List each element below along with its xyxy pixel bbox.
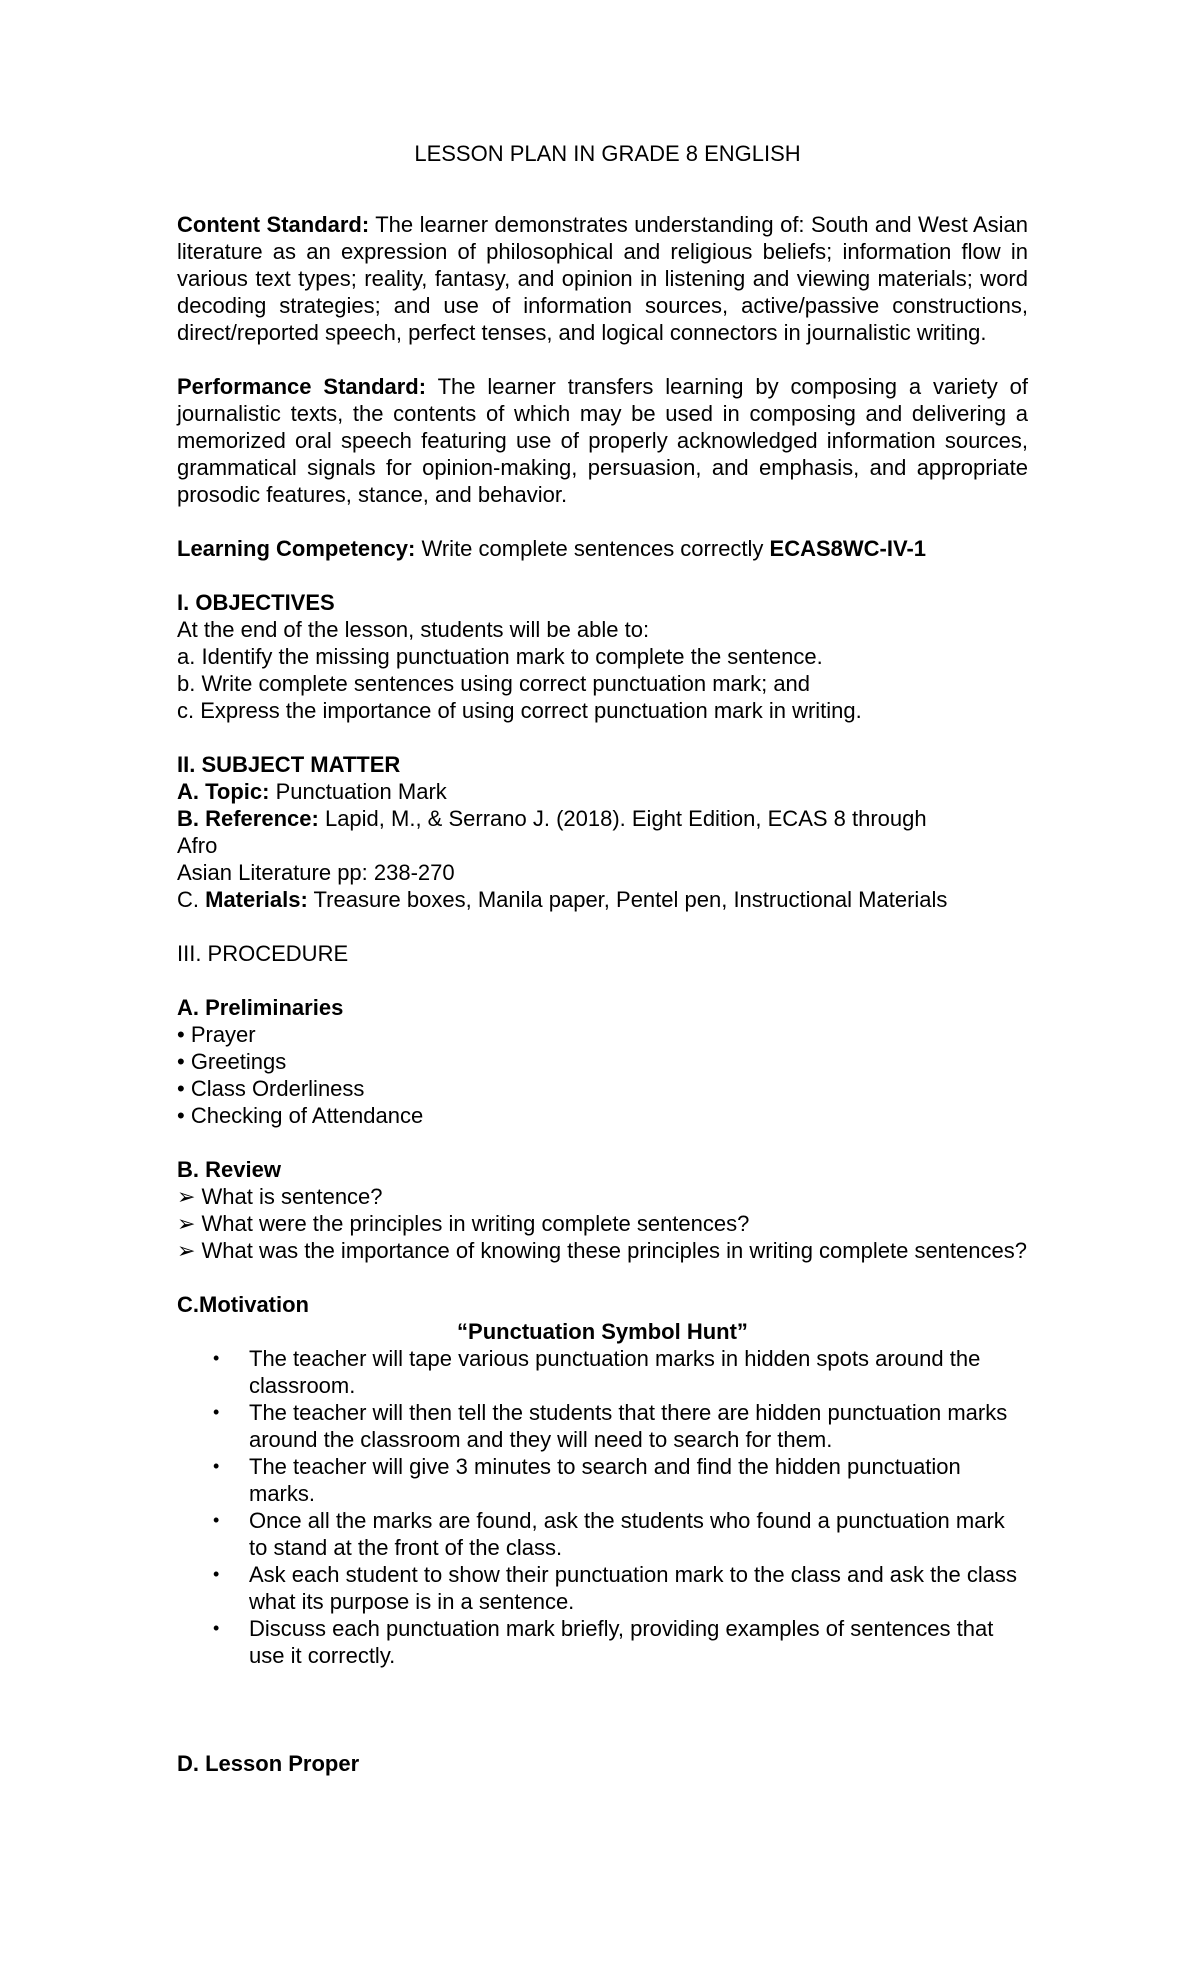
materials-prefix: C. xyxy=(177,887,206,912)
procedure-heading-block xyxy=(177,940,1028,967)
document-page xyxy=(177,140,1028,1777)
activity-title: “Punctuation Symbol Hunt” xyxy=(457,1319,748,1344)
objective-item: b. Write complete sentences using correct punctuation mark; and xyxy=(177,671,811,696)
bullet-icon: • xyxy=(213,1564,220,1584)
learning-competency-text: Write complete sentences correctly xyxy=(415,536,770,561)
motivation-step: Once all the marks are found, ask the students who found a punctuation mark to stand at the front of the class. xyxy=(249,1508,1005,1560)
preliminaries-item: • Checking of Attendance xyxy=(177,1103,424,1128)
list-item xyxy=(177,1453,1028,1507)
reference-line-3: Asian Literature pp: 238-270 xyxy=(177,860,455,885)
bullet-icon: • xyxy=(213,1510,220,1530)
preliminaries-item: • Prayer xyxy=(177,1022,256,1047)
motivation-section xyxy=(177,1291,1028,1669)
motivation-step: The teacher will tape various punctuation marks in hidden spots around the classroom. xyxy=(249,1346,981,1398)
objectives-heading: I. OBJECTIVES xyxy=(177,590,335,615)
content-standard xyxy=(177,211,1028,346)
objectives-intro: At the end of the lesson, students will be able to: xyxy=(177,617,650,642)
motivation-step: Ask each student to show their punctuation mark to the class and ask the class what its purpose is in a sentence. xyxy=(249,1562,1017,1614)
objective-item: c. Express the importance of using correct punctuation mark in writing. xyxy=(177,698,862,723)
performance-standard xyxy=(177,373,1028,508)
motivation-step: The teacher will then tell the students that there are hidden punctuation marks around the classroom and they will need to search for them. xyxy=(249,1400,1008,1452)
motivation-list xyxy=(177,1345,1028,1669)
learning-competency-code: ECAS8WC-IV-1 xyxy=(769,536,927,561)
list-item xyxy=(177,1561,1028,1615)
materials-label: Materials: xyxy=(205,887,308,912)
review-question: ➢ What were the principles in writing complete sentences? xyxy=(177,1211,750,1236)
preliminaries-item: • Greetings xyxy=(177,1049,287,1074)
procedure-heading: III. PROCEDURE xyxy=(177,941,349,966)
topic-label: A. Topic: xyxy=(177,779,270,804)
objectives-section xyxy=(177,589,1028,724)
subject-matter-section xyxy=(177,751,1028,913)
reference-line-2: Afro xyxy=(177,833,218,858)
motivation-heading: C.Motivation xyxy=(177,1292,309,1317)
bullet-icon: • xyxy=(213,1456,220,1476)
content-standard-text: The learner demonstrates understanding of: South and West Asian literature as an expression of philosophical and religious beliefs; information flow in various text types; reality, fantasy, and opinion in listening and viewing materials; word decoding strategies; and use of information sources, active/passive constructions, direct/reported speech, perfect tenses, and logical connectors in journalistic writing. xyxy=(177,212,1028,345)
objective-item: a. Identify the missing punctuation mark to complete the sentence. xyxy=(177,644,823,669)
motivation-step: The teacher will give 3 minutes to search and find the hidden punctuation marks. xyxy=(249,1454,961,1506)
performance-standard-text: The learner transfers learning by composing a variety of journalistic texts, the contents of which may be used in composing and delivering a memorized oral speech featuring use of properly acknowledged information sources, grammatical signals for opinion-making, persuasion, and emphasis, and appropriate prosodic features, stance, and behavior. xyxy=(177,374,1028,507)
bullet-icon: • xyxy=(213,1402,220,1422)
preliminaries-item: • Class Orderliness xyxy=(177,1076,365,1101)
materials-line xyxy=(177,886,1028,913)
bullet-icon: • xyxy=(213,1348,220,1368)
motivation-step: Discuss each punctuation mark briefly, providing examples of sentences that use it correctly. xyxy=(249,1616,994,1668)
bullet-icon: • xyxy=(213,1618,220,1638)
topic-line xyxy=(177,778,1028,805)
reference-label: B. Reference: xyxy=(177,806,319,831)
learning-competency xyxy=(177,535,1028,562)
learning-competency-label: Learning Competency: xyxy=(177,536,416,561)
preliminaries-heading: A. Preliminaries xyxy=(177,995,344,1020)
list-item xyxy=(177,1399,1028,1453)
reference-value: Lapid, M., & Serrano J. (2018). Eight Edition, ECAS 8 through xyxy=(318,806,927,831)
topic-value: Punctuation Mark xyxy=(269,779,447,804)
review-question: ➢ What is sentence? xyxy=(177,1184,383,1209)
spacer xyxy=(177,1696,1028,1750)
preliminaries-section xyxy=(177,994,1028,1129)
list-item xyxy=(177,1345,1028,1399)
document-title: LESSON PLAN IN GRADE 8 ENGLISH xyxy=(414,141,801,166)
review-question: ➢ What was the importance of knowing these principles in writing complete sentences? xyxy=(177,1238,1027,1263)
performance-standard-label: Performance Standard: xyxy=(177,374,427,399)
reference-line xyxy=(177,805,1028,832)
materials-value: Treasure boxes, Manila paper, Pentel pen, Instructional Materials xyxy=(307,887,948,912)
review-heading: B. Review xyxy=(177,1157,281,1182)
list-item xyxy=(177,1615,1028,1669)
subject-matter-heading: II. SUBJECT MATTER xyxy=(177,752,401,777)
content-standard-label: Content Standard: xyxy=(177,212,370,237)
review-section xyxy=(177,1156,1028,1264)
list-item xyxy=(177,1507,1028,1561)
lesson-proper-heading: D. Lesson Proper xyxy=(177,1751,360,1776)
